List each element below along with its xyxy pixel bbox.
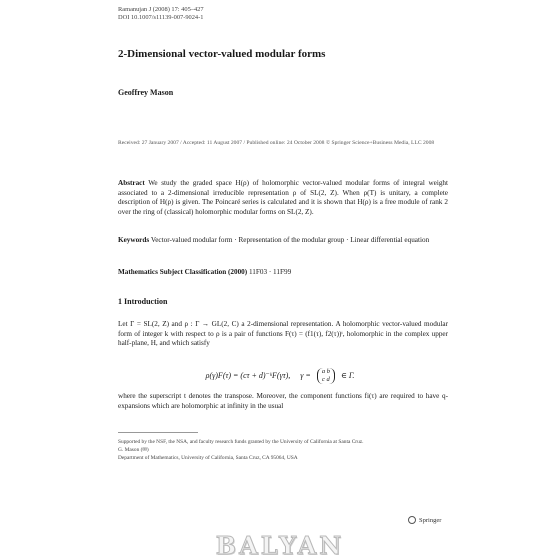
equation-rhs: ∈ Γ. [340,370,355,380]
paper-title: 2-Dimensional vector-valued modular forms [118,48,326,60]
watermark: BALYAN [215,531,345,560]
abstract-text: We study the graded space H(ρ) of holomorphic vector-valued modular forms of integral weight associated to a 2-dimensional irreducible representation ρ of SL(2, Z). When ρ(T) is unitary, a complete description of H(ρ) is given. The Poincaré series is calculated and it is shown that H(ρ) is a free module of rank 2 over the ring of (classical) holomorphic modular forms on SL(2, Z). [118,179,449,216]
keywords-label: Keywords [118,236,150,244]
keywords [118,236,448,246]
intro-paragraph: Let Γ = SL(2, Z) and ρ : Γ → GL(2, C) a 2-dimensional representation. A holomorphic vector-valued modular form of integer k with respect to ρ is a pair of functions F(τ) = (f1(τ), f2(τ))ᵗ, holomorphic in the complex upper half-plane, H, and which satisfy [118,320,448,348]
publisher-name: Springer [419,516,442,524]
section-heading: 1 Introduction [118,297,168,306]
matrix-row: a b [321,368,330,375]
msc-classification [118,268,448,278]
keywords-text: Vector-valued modular form · Representation of the modular group · Linear differential equation [150,236,430,244]
springer-horse-icon [408,516,416,524]
matrix-row: c d [321,376,330,383]
doi-line: DOI 10.1007/s11139-007-9024-1 [118,14,204,21]
footnote-author: G. Mason (✉) [118,447,149,453]
matrix [317,368,335,384]
abstract [118,179,448,217]
display-equation [0,368,560,384]
abstract-label: Abstract [118,179,145,187]
footnote-address: Department of Mathematics, University of California, Santa Cruz, CA 95064, USA [118,455,298,461]
footnote-support: Supported by the NSF, the NSA, and faculty research funds granted by the University of California at Santa Cruz. [118,439,364,445]
footnote-rule [118,432,198,433]
msc-text: 11F03 · 11F99 [248,268,292,276]
intro-paragraph-continued: where the superscript t denotes the transpose. Moreover, the component functions fi(τ) are required to have q-expansions which are holomorphic at infinity in the usual [118,392,448,410]
equation-lhs: ρ(γ)F(τ) = (cτ + d)⁻ᵏF(γτ), [205,370,291,380]
footnote [118,438,418,462]
equation-forall: γ = [300,370,311,380]
msc-label: Mathematics Subject Classification (2000) [118,268,248,276]
author-name: Geoffrey Mason [118,88,174,97]
received-dates: Received: 27 January 2007 / Accepted: 11 August 2007 / Published online: 24 October 2008 © Springer Science+Business Media, LLC 2008 [118,140,435,146]
journal-line: Ramanujan J (2008) 17: 405–427 [118,6,204,13]
publisher-logo [408,516,441,524]
journal-header [118,6,204,22]
